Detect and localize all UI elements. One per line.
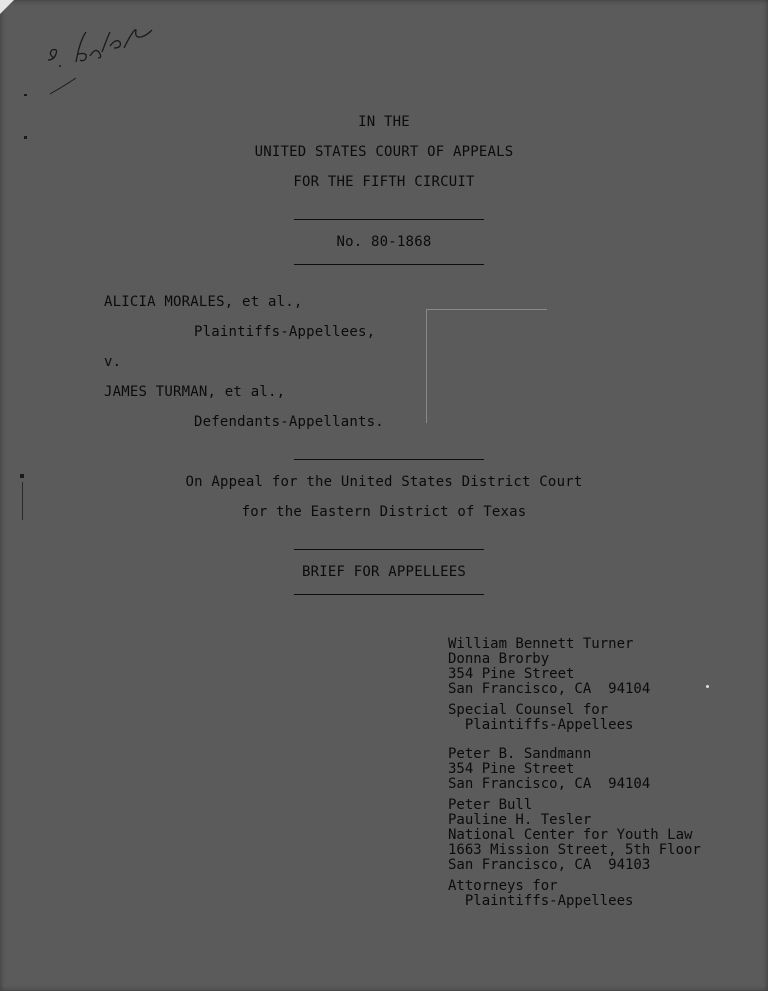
court-line-1: IN THE — [358, 114, 410, 130]
margin-mark — [24, 94, 27, 96]
brief-title: BRIEF FOR APPELLEES — [302, 564, 466, 580]
counsel-address: 354 Pine Street — [448, 666, 575, 682]
counsel-role: Special Counsel for — [448, 702, 609, 718]
court-line-3: FOR THE FIFTH CIRCUIT — [293, 174, 475, 190]
defendants-name: JAMES TURMAN, et al., — [104, 384, 286, 400]
counsel-address: 354 Pine Street — [448, 761, 575, 777]
divider-rule — [294, 549, 484, 550]
counsel-name: Peter Bull — [448, 797, 533, 813]
counsel-role: Attorneys for — [448, 878, 558, 894]
appeal-line-1: On Appeal for the United States District Court — [185, 474, 583, 490]
counsel-organization: National Center for Youth Law — [448, 827, 693, 843]
divider-rule — [294, 264, 484, 265]
counsel-name: Pauline H. Tesler — [448, 812, 592, 828]
versus-label: v. — [104, 354, 122, 370]
counsel-city: San Francisco, CA 94104 — [448, 776, 651, 792]
counsel-city: San Francisco, CA 94103 — [448, 857, 651, 873]
handwritten-signature — [40, 18, 180, 98]
divider-rule — [294, 594, 484, 595]
caption-bracket — [426, 309, 547, 423]
counsel-name: William Bennett Turner — [448, 636, 634, 652]
counsel-city: San Francisco, CA 94104 — [448, 681, 651, 697]
plaintiffs-role: Plaintiffs-Appellees, — [194, 324, 376, 340]
folded-corner — [0, 0, 14, 14]
counsel-block — [448, 637, 701, 909]
margin-mark — [24, 136, 27, 139]
divider-rule — [294, 459, 484, 460]
counsel-name: Donna Brorby — [448, 651, 550, 667]
counsel-address: 1663 Mission Street, 5th Floor — [448, 842, 701, 858]
defendants-role: Defendants-Appellants. — [194, 414, 384, 430]
counsel-name: Peter B. Sandmann — [448, 746, 592, 762]
counsel-role: Plaintiffs-Appellees — [448, 717, 634, 733]
divider-rule — [294, 219, 484, 220]
court-line-2: UNITED STATES COURT OF APPEALS — [254, 144, 514, 160]
counsel-role: Plaintiffs-Appellees — [448, 893, 634, 909]
appeal-line-2: for the Eastern District of Texas — [241, 504, 527, 520]
speck — [706, 685, 709, 688]
case-number: No. 80-1868 — [336, 234, 432, 250]
plaintiffs-name: ALICIA MORALES, et al., — [104, 294, 303, 310]
